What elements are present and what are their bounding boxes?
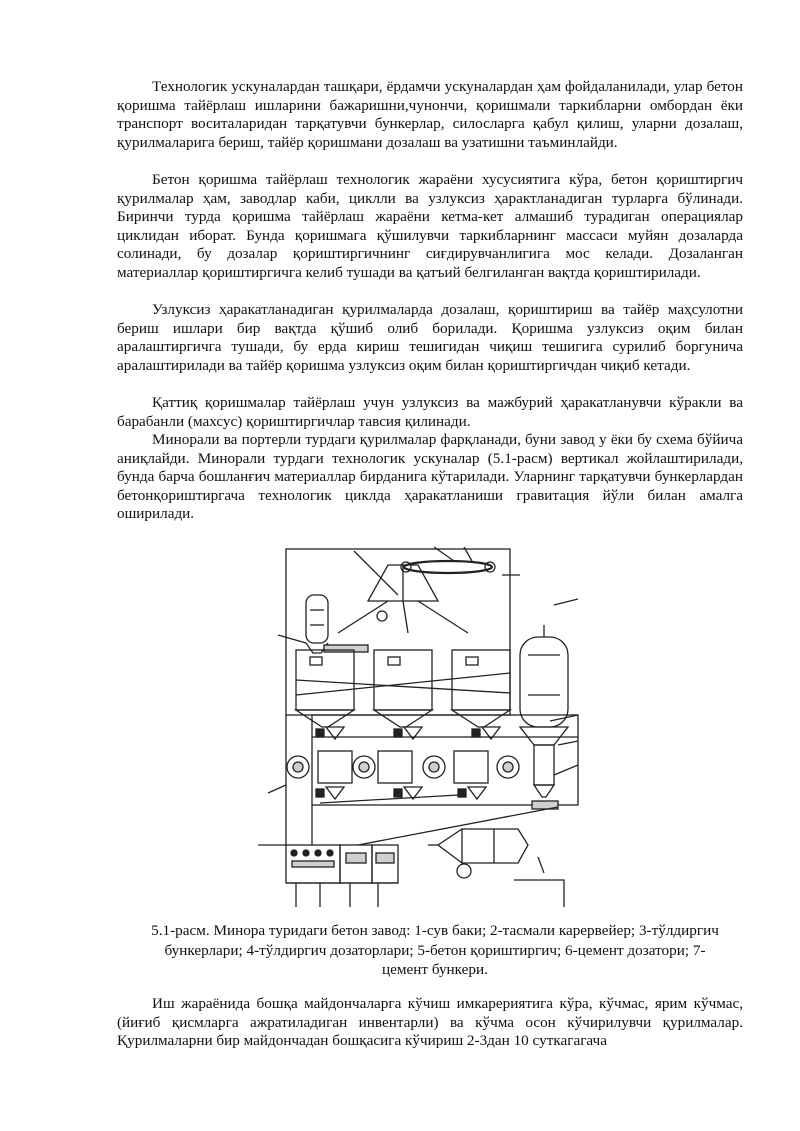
paragraph-auxiliary-equipment: Технологик ускуналардан ташқари, ёрдамчи ускуналардан ҳам фойдаланилади, улар бетон қоришма тайёрлаш ишларини бажаришни,чунончи, қоришмали таркибларни омбордан ёки транспорт воситаларидан тарқатувчи бункерлар, силосларга қабул қилиш, уларни дозалаш, қурилмаларига бериш, тайёр қоришмани дозалаш ва узатишни таъминлайди.: [117, 78, 743, 151]
paragraph-continuous-plants: Узлуксиз ҳаракатланадиган қурилмаларда дозалаш, қориштириш ва тайёр маҳсулотни бериш ишлари бир вақтда қўшиб олиб борилади. Қоришма узлуксиз оқим билан аралаштиргичга тушади, бу ерда кириш тешигидан чиқиш тешигига сурилиб боргунича аралаштирилади ва тайёр қоришма узлуксиз оқим билан қориштиргичдан чиқиб кетади.: [117, 301, 743, 374]
paragraph-stiff-mixtures: Қаттиқ қоришмалар тайёрлаш учун узлуксиз ва мажбурий ҳаракатланувчи кўракли ва барабанли (махсус) қориштиргичлар тавсия қилинади.: [117, 394, 743, 430]
figure-caption: 5.1-расм. Минора туридаги бетон завод: 1-сув баки; 2-тасмали карервейер; 3-тўлдиргич бункерлари; 4-тўлдиргич дозаторлари; 5-бетон қориштиргич; 6-цемент дозатори; 7-цемент бункери.: [151, 922, 719, 978]
tower-concrete-plant-figure: [258, 545, 584, 910]
paragraph-process-types: Бетон қоришма тайёрлаш технологик жараёни хусусиятига кўра, бетон қориштиргич қурилмалар ҳам, заводлар каби, циклли ва узлуксиз ҳарактланадиган турларга бўлинади. Биринчи турда қоришма тайёрлаш жараёни кетма-кет алмашиб турадиган операциялар циклидан иборат. Бунда қоришмага қўшилувчи таркибларнинг массаси муйян дозаларда солинади, бу дозалар қориштиргичнинг сиғдирувчанлигига мос келади. Дозаланган материаллар қориштиргичга келиб тушади ва қатъий белгиланган вақтда қориштирилади.: [117, 171, 743, 281]
paragraph-tower-plants: Минорали ва портерли турдаги қурилмалар фарқланади, буни завод у ёки бу схема бўйича аниқлайди. Минорали турдаги технологик ускуналар (5.1-расм) вертикал жойлаштирилади, бунда барча бошланғич материаллар бирданига кўтарилади. Уларнинг тарқатувчи бункерлардан бетонқориштиргача технологик циклда ҳаракатланиши гравитация йўли билан амалга оширилади.: [117, 431, 743, 523]
tower-plant-schematic: [258, 545, 584, 910]
paragraph-mobility-types: Иш жараёнида бошқа майдончаларга кўчиш имкарериятига кўра, кўчмас, ярим кўчмас, (йиғиб қисмларга ажратиладиган инвентарли) ва кўчма осон кўчирилувчи қурилмалар. Қурилмаларни бир майдончадан бошқасига кўчириш 2-3дан 10 суткагагача: [117, 995, 743, 1050]
